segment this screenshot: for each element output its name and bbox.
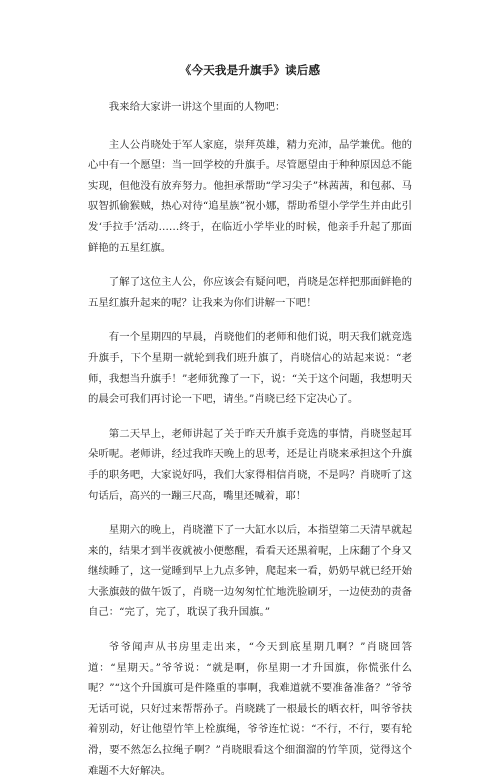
paragraph-grandpa: 爷爷闻声从书房里走出来，“今天到底星期几啊？”肖晓回答道：“星期天。”爷爷说：“就是啊，你星期一才升国旗，你慌张什么呢？”“这个升国旗可是件隆重的事啊，我难道就不要准备准备？”爷爷无话可说，只好过来帮帮孙子。肖晓跳了一根最长的晒衣杆，叫爷爷扶着别动，好让他望竹竿上栓旗绳，爷爷连忙说：“不行，不行，要有轮滑，要不然怎么拉绳子啊？”肖晓眼看这个细溜溜的竹竿顶，觉得这个难题不大好解决。 bbox=[88, 641, 412, 777]
paragraph-protagonist: 主人公肖晓处于军人家庭，崇拜英雄，精力充沛，品学兼优。他的心中有一个愿望：当一回学校的升旗手。尽管愿望由于种种原因总不能实现，但他没有放弃努力。他担承帮助“学习尖子”林茜茜，和包郝、马驭智抓偷猴贼，热心对待“追星族”祝小娜，帮助希望小学学生并由此引发‘手拉手’活动……终于，在临近小学毕业的时候，他亲手升起了那面鲜艳的五星红旗。 bbox=[88, 138, 412, 254]
paragraph-thursday: 有一个星期四的早晨，肖晓他们的老师和他们说，明天我们就竞选升旗手，下个星期一就轮到我们班升旗了，肖晓信心的站起来说：“老师，我想当升旗手！”老师犹豫了一下，说：“关于这个问题，我想明天的晨会可我们再讨论一下吧，请坐。”肖晓已经下定决心了。 bbox=[88, 331, 412, 406]
paragraph-next-day: 第二天早上，老师讲起了关于昨天升旗手竞选的事情，肖晓竖起耳朵听呢。老师讲，经过我昨天晚上的思考，还是让肖晓来承担这个升旗手的职务吧，大家说好吗，我们大家得相信肖晓，不是吗？肖晓听了这句话后，高兴的一蹦三尺高，嘴里还喊着，耶！ bbox=[88, 427, 412, 502]
document-title: 《今天我是升旗手》读后感 bbox=[179, 63, 321, 77]
paragraph-intro: 我来给大家讲一讲这个里面的人物吧： bbox=[108, 101, 286, 113]
paragraph-question: 了解了这位主人公，你应该会有疑问吧，肖晓是怎样把那面鲜艳的五星红旗升起来的呢？让我来为你们讲解一下吧！ bbox=[88, 276, 412, 309]
paragraph-saturday: 星期六的晚上，肖晓灌下了一大缸水以后，本指望第二天清早就起来的，结果才到半夜就被小便憋醒，看看天还黑着呢，上床翻了个身又继续睡了，这一觉睡到早上九点多钟，爬起来一看，奶奶早就已经开始大张旗鼓的做午饭了，肖晓一边匆匆忙忙地洗脸刷牙，一边使劲的责备自己：“完了，完了，耽误了我升国旗。” bbox=[88, 524, 412, 619]
